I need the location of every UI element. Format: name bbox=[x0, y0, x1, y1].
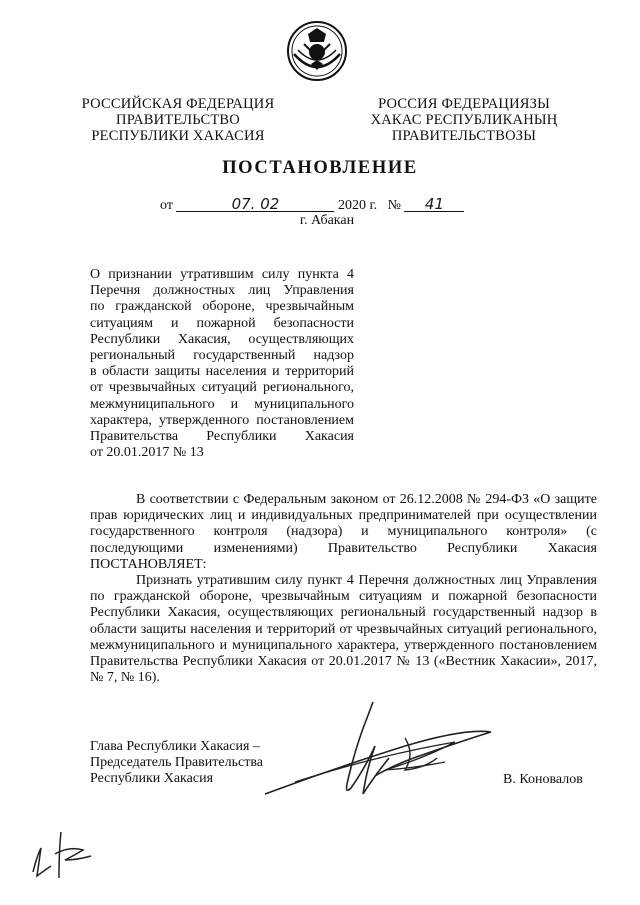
date-number-line bbox=[160, 197, 464, 214]
date-prefix: от bbox=[160, 198, 173, 213]
signatory-position-line: Председатель Правительства bbox=[90, 755, 263, 771]
subject-line: от 20.01.2017 № 13 bbox=[90, 445, 204, 461]
header-right-kjh bbox=[364, 96, 564, 144]
signatory-position-line: Республики Хакасия bbox=[90, 771, 214, 787]
handwritten-number: 41 bbox=[404, 197, 464, 212]
subject-line: межмуниципального и муниципального bbox=[90, 396, 354, 412]
subject-line: Правительства Республики Хакасия bbox=[90, 429, 354, 445]
preamble-text: В соответствии с Федеральным законом от 26.12.2008 № 294-ФЗ «О защите прав юридических лиц и индивидуальных предпринимателей при осуществлении государственного контроля (надзора) и муниципального контроля» (с последующими изменениями) Правительство Республики Хакасия bbox=[90, 492, 597, 556]
header-right-line: РОССИЯ ФЕДЕРАЦИЯЗЫ bbox=[378, 96, 550, 112]
document-subject bbox=[90, 267, 354, 461]
subject-line: О признании утратившим силу пункта 4 bbox=[90, 267, 354, 282]
subject-line: от чрезвычайных ситуаций регионального, bbox=[90, 380, 354, 396]
header-left-line: ПРАВИТЕЛЬСТВО bbox=[116, 112, 240, 128]
operative-paragraph: Признать утратившим силу пункт 4 Перечня должностных лиц Управления по гражданской обороне, чрезвычайным ситуациям и пожарной безопасности Республики Хакасия, осуществляющих региональный государственный надзор в области защиты населения и территорий от чрезвычайных ситуаций регионального, межмуниципального и муниципального характера, утвержденного постановлением Правительства Республики Хакасия от 20.01.2017 № 13 («Вестник Хакасии», 2017, № 7, № 16). bbox=[90, 573, 597, 686]
handwritten-signature bbox=[255, 698, 505, 808]
document-body bbox=[90, 492, 597, 686]
subject-line: ситуациям и пожарной безопасности bbox=[90, 315, 354, 331]
number-sign: № bbox=[387, 198, 401, 213]
header-left-line: РЕСПУБЛИКИ ХАКАСИЯ bbox=[91, 128, 265, 144]
handwritten-initials bbox=[25, 826, 115, 886]
header-right-line: ПРАВИТЕЛЬСТВОЗЫ bbox=[391, 128, 537, 144]
subject-line: характера, утвержденного постановлением bbox=[90, 412, 354, 428]
subject-line: Перечня должностных лиц Управления bbox=[90, 283, 354, 299]
document-title: ПОСТАНОВЛЕНИЕ bbox=[222, 158, 418, 178]
coat-of-arms-emblem-icon bbox=[286, 20, 348, 82]
signatory-position-line: Глава Республики Хакасия – bbox=[90, 739, 260, 754]
year-label: 2020 г. bbox=[337, 198, 378, 213]
city-label: г. Абакан bbox=[299, 213, 355, 228]
header-left-line: РОССИЙСКАЯ ФЕДЕРАЦИЯ bbox=[81, 96, 275, 112]
signatory-name: В. Коновалов bbox=[503, 772, 583, 787]
preamble-paragraph bbox=[90, 492, 597, 573]
subject-line: Республики Хакасия, осуществляющих bbox=[90, 331, 354, 347]
subject-line: региональный государственный надзор bbox=[90, 348, 354, 364]
subject-line: в области защиты населения и территорий bbox=[90, 364, 354, 380]
signatory-position bbox=[90, 739, 263, 788]
handwritten-date: 07. 02 bbox=[176, 197, 334, 212]
subject-line: по гражданской обороне, чрезвычайным bbox=[90, 299, 354, 315]
header-right-line: ХАКАС РЕСПУБЛИКАНЫҢ bbox=[370, 112, 558, 128]
header-left-ru bbox=[78, 96, 278, 144]
resolves-keyword: ПОСТАНОВЛЯЕТ: bbox=[90, 556, 207, 572]
